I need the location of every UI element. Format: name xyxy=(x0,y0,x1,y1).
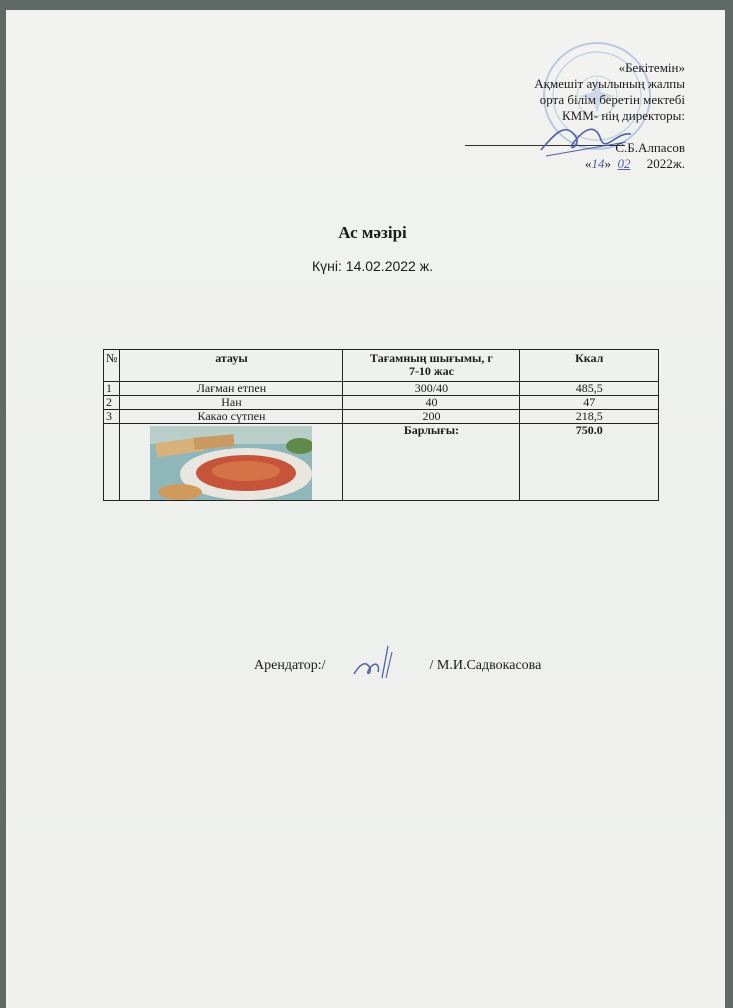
approval-village: Ақмешіт ауылының жалпы xyxy=(534,76,685,91)
total-value: 750.0 xyxy=(520,424,659,501)
menu-date: Күні: 14.02.2022 ж. xyxy=(312,258,433,274)
approval-school: орта білім беретін мектебі xyxy=(539,92,685,107)
header-name: атауы xyxy=(120,350,343,382)
approval-title: «Бекітемін» xyxy=(618,60,685,75)
total-label: Барлығы: xyxy=(343,424,520,501)
table-header-row xyxy=(104,350,659,382)
lessee-line xyxy=(254,658,541,674)
lessee-label: Арендатор:/ xyxy=(254,658,326,673)
table-total-row xyxy=(104,424,659,501)
table-row: 3 Какао сүтпен 200 218,5 xyxy=(104,410,659,424)
approval-date: «14» 02 2022ж. xyxy=(585,156,685,171)
table-row: 1 Лағман етпен 300/40 485,5 xyxy=(104,382,659,396)
document-sheet xyxy=(6,10,725,1008)
header-num: № xyxy=(104,350,120,382)
approval-position: КММ- нің директоры: xyxy=(562,108,685,123)
menu-table xyxy=(103,349,659,501)
table-row: 2 Нан 40 47 xyxy=(104,396,659,410)
header-portion: Тағамның шығымы, г 7-10 жас xyxy=(343,350,520,382)
page-title: Ас мәзірі xyxy=(338,223,407,242)
approval-director: С.Б.Алпасов xyxy=(615,140,685,155)
food-photo-cell xyxy=(120,424,343,501)
food-photo xyxy=(150,426,312,500)
director-signature xyxy=(536,112,636,162)
header-kcal: Ккал xyxy=(520,350,659,382)
lessee-name: / М.И.Садвокасова xyxy=(429,658,542,673)
